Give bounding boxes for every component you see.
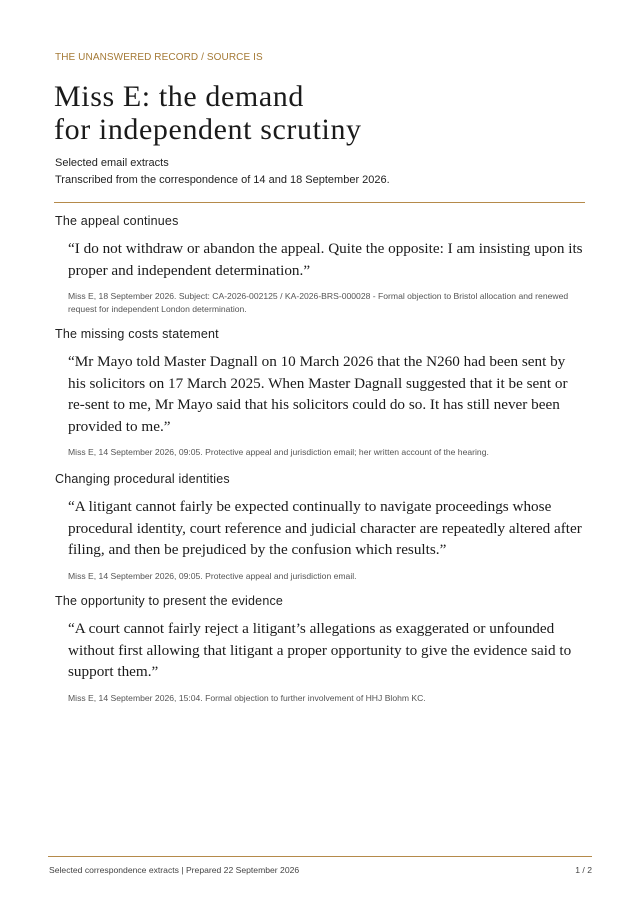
section-quote: “I do not withdraw or abandon the appeal. Quite the opposite: I am insisting upon its proper and independent determination.”: [68, 240, 583, 279]
kicker-label: THE UNANSWERED RECORD / SOURCE IS: [55, 52, 263, 63]
footer-divider: [48, 856, 592, 857]
section-heading: The missing costs statement: [55, 327, 219, 341]
section-heading: The opportunity to present the evidence: [55, 594, 284, 608]
page-title-line-1: Miss E: the demand: [54, 80, 304, 113]
header-divider: [54, 202, 585, 203]
section-heading: The appeal continues: [55, 214, 179, 228]
section-opportunity-to-present-evidence: [55, 594, 586, 704]
section-changing-procedural-identities: [55, 472, 586, 582]
section-heading: Changing procedural identities: [55, 472, 230, 486]
transcription-note: Transcribed from the correspondence of 14 and 18 September 2026.: [55, 174, 390, 186]
section-citation: Miss E, 18 September 2026. Subject: CA-2026-002125 / KA-2026-BRS-000028 - Formal objection to Bristol allocation and renewed request for independent London determination.: [68, 291, 569, 314]
page-number: 1 / 2: [575, 865, 592, 875]
page-title-line-2: for independent scrutiny: [54, 113, 362, 146]
section-missing-costs-statement: [55, 327, 586, 459]
section-citation: Miss E, 14 September 2026, 15:04. Formal objection to further involvement of HHJ Blohm KC.: [68, 692, 426, 703]
section-citation: Miss E, 14 September 2026, 09:05. Protective appeal and jurisdiction email.: [68, 570, 357, 581]
section-appeal-continues: [55, 214, 586, 315]
section-quote: “Mr Mayo told Master Dagnall on 10 March 2026 that the N260 had been sent by his solicitors on 17 March 2025. When Master Dagnall suggested that it be sent or re-sent to me, Mr Mayo said that his solicitors could do so. It has still never been provided to me.”: [68, 353, 568, 435]
section-quote: “A litigant cannot fairly be expected continually to navigate proceedings whose procedural identity, court reference and judicial character are repeatedly altered after filing, and then be prejudiced by the confusion which results.”: [68, 498, 582, 559]
subtitle: Selected email extracts: [55, 157, 169, 169]
footer-text: Selected correspondence extracts | Prepared 22 September 2026: [49, 865, 300, 875]
section-quote: “A court cannot fairly reject a litigant’s allegations as exaggerated or unfounded without first allowing that litigant a proper opportunity to give the evidence said to support them.”: [68, 620, 572, 681]
page-title: [54, 80, 574, 146]
section-citation: Miss E, 14 September 2026, 09:05. Protective appeal and jurisdiction email; her written account of the hearing.: [68, 447, 489, 458]
